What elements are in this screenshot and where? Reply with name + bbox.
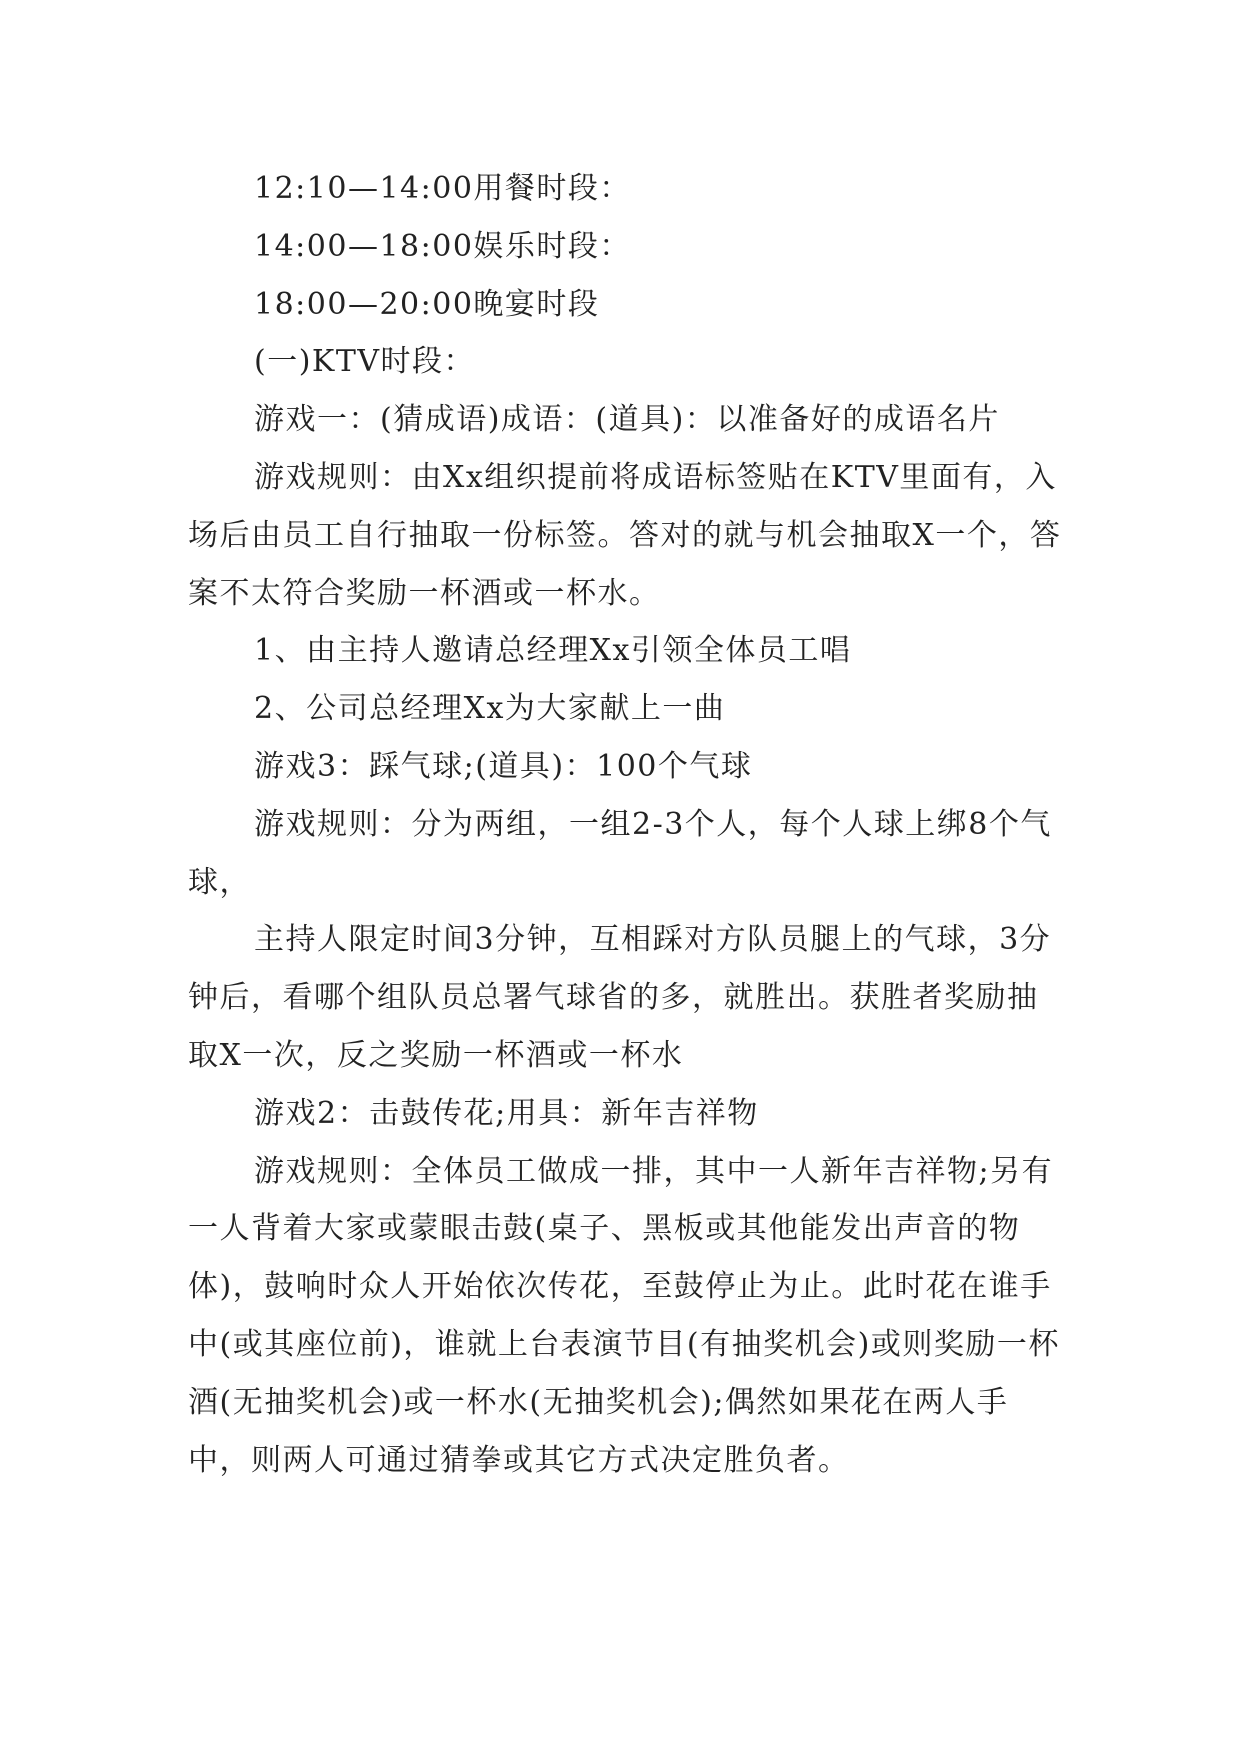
paragraph-game-two-rules: 游戏规则：全体员工做成一排，其中一人新年吉祥物;另有一人背着大家或蒙眼击鼓(桌子、黑板或其他能发出声音的物体)，鼓响时众人开始依次传花，至鼓停止为止。此时花在谁手中(或其座位前)，谁就上台表演节目(有抽奖机会)或则奖励一杯酒(无抽奖机会)或一杯水(无抽奖机会);偶然如果花在两人手中，则两人可通过猜拳或其它方式决定胜负者。 (188, 1153, 1060, 1478)
paragraph-game-three-rules: 游戏规则：分为两组，一组2-3个人，每个人球上绑8个气球， (188, 806, 1052, 900)
paragraph-game-two: 游戏2：击鼓传花;用具：新年吉祥物 (254, 1095, 759, 1131)
paragraph-game-one: 游戏一：(猜成语)成语：(道具)：以准备好的成语名片 (254, 402, 1000, 438)
paragraph-dinner-time: 18:00—20:00晚宴时段 (254, 286, 600, 322)
paragraph-game-three: 游戏3：踩气球;(道具)：100个气球 (254, 748, 753, 784)
paragraph-item-1: 1、由主持人邀请总经理Xx引领全体员工唱 (254, 633, 852, 669)
paragraph-game-three-details: 主持人限定时间3分钟，互相踩对方队员腿上的气球，3分钟后，看哪个组队员总署气球省的多，就胜出。获胜者奖励抽取X一次，反之奖励一杯酒或一杯水 (188, 922, 1052, 1073)
paragraph-item-2: 2、公司总经理Xx为大家献上一曲 (254, 691, 726, 727)
paragraph-ktv-heading: (一)KTV时段： (254, 344, 475, 380)
paragraph-game-one-rules: 游戏规则：由Xx组织提前将成语标签贴在KTV里面有，入场后由员工自行抽取一份标签。答对的就与机会抽取X一个，答案不太符合奖励一杯酒或一杯水。 (188, 459, 1062, 611)
paragraph-entertainment-time: 14:00—18:00娱乐时段： (254, 228, 631, 264)
document-body (188, 160, 1068, 1489)
paragraph-lunch-time: 12:10—14:00用餐时段： (254, 171, 631, 206)
